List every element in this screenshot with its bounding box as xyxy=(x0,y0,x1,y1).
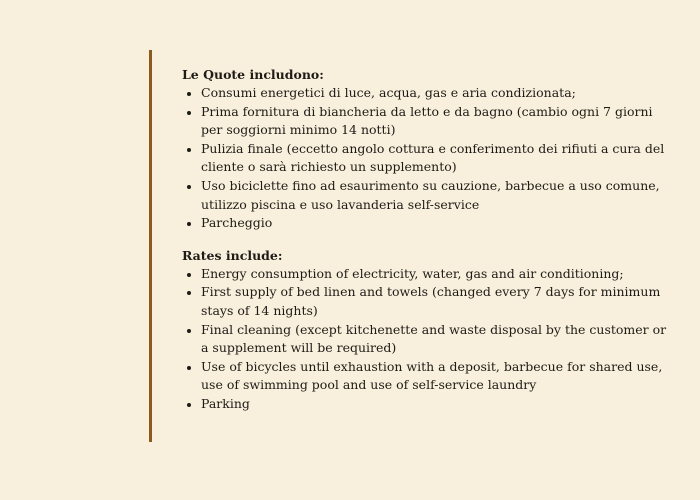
section-title-english: Rates include: xyxy=(182,247,283,263)
section-title-italian: Le Quote includono: xyxy=(182,67,324,82)
section-italian xyxy=(182,66,672,233)
list-item: Final cleaning (except kitchenette and waste disposal by the customer or a supplement will be required) xyxy=(182,321,672,358)
list-item: Parcheggio xyxy=(182,214,672,233)
rates-content xyxy=(182,66,672,414)
list-item: First supply of bed linen and towels (changed every 7 days for minimum stays of 14 nights) xyxy=(182,283,672,320)
inclusions-list-italian xyxy=(182,84,672,233)
list-item: Uso biciclette fino ad esaurimento su cauzione, barbecue a uso comune, utilizzo piscina e uso lavanderia self-service xyxy=(182,177,672,214)
list-item: Parking xyxy=(182,395,672,414)
list-item: Use of bicycles until exhaustion with a deposit, barbecue for shared use, use of swimming pool and use of self-service laundry xyxy=(182,358,672,395)
inclusions-list-english xyxy=(182,265,672,414)
list-item: Pulizia finale (eccetto angolo cottura e conferimento dei rifiuti a cura del cliente o sarà richiesto un supplemento) xyxy=(182,140,672,177)
list-item: Consumi energetici di luce, acqua, gas e aria condizionata; xyxy=(182,84,672,103)
list-item: Prima fornitura di biancheria da letto e da bagno (cambio ogni 7 giorni per soggiorni minimo 14 notti) xyxy=(182,103,672,140)
accent-bar xyxy=(149,50,152,442)
list-item: Energy consumption of electricity, water, gas and air conditioning; xyxy=(182,265,672,284)
section-english xyxy=(182,247,672,414)
